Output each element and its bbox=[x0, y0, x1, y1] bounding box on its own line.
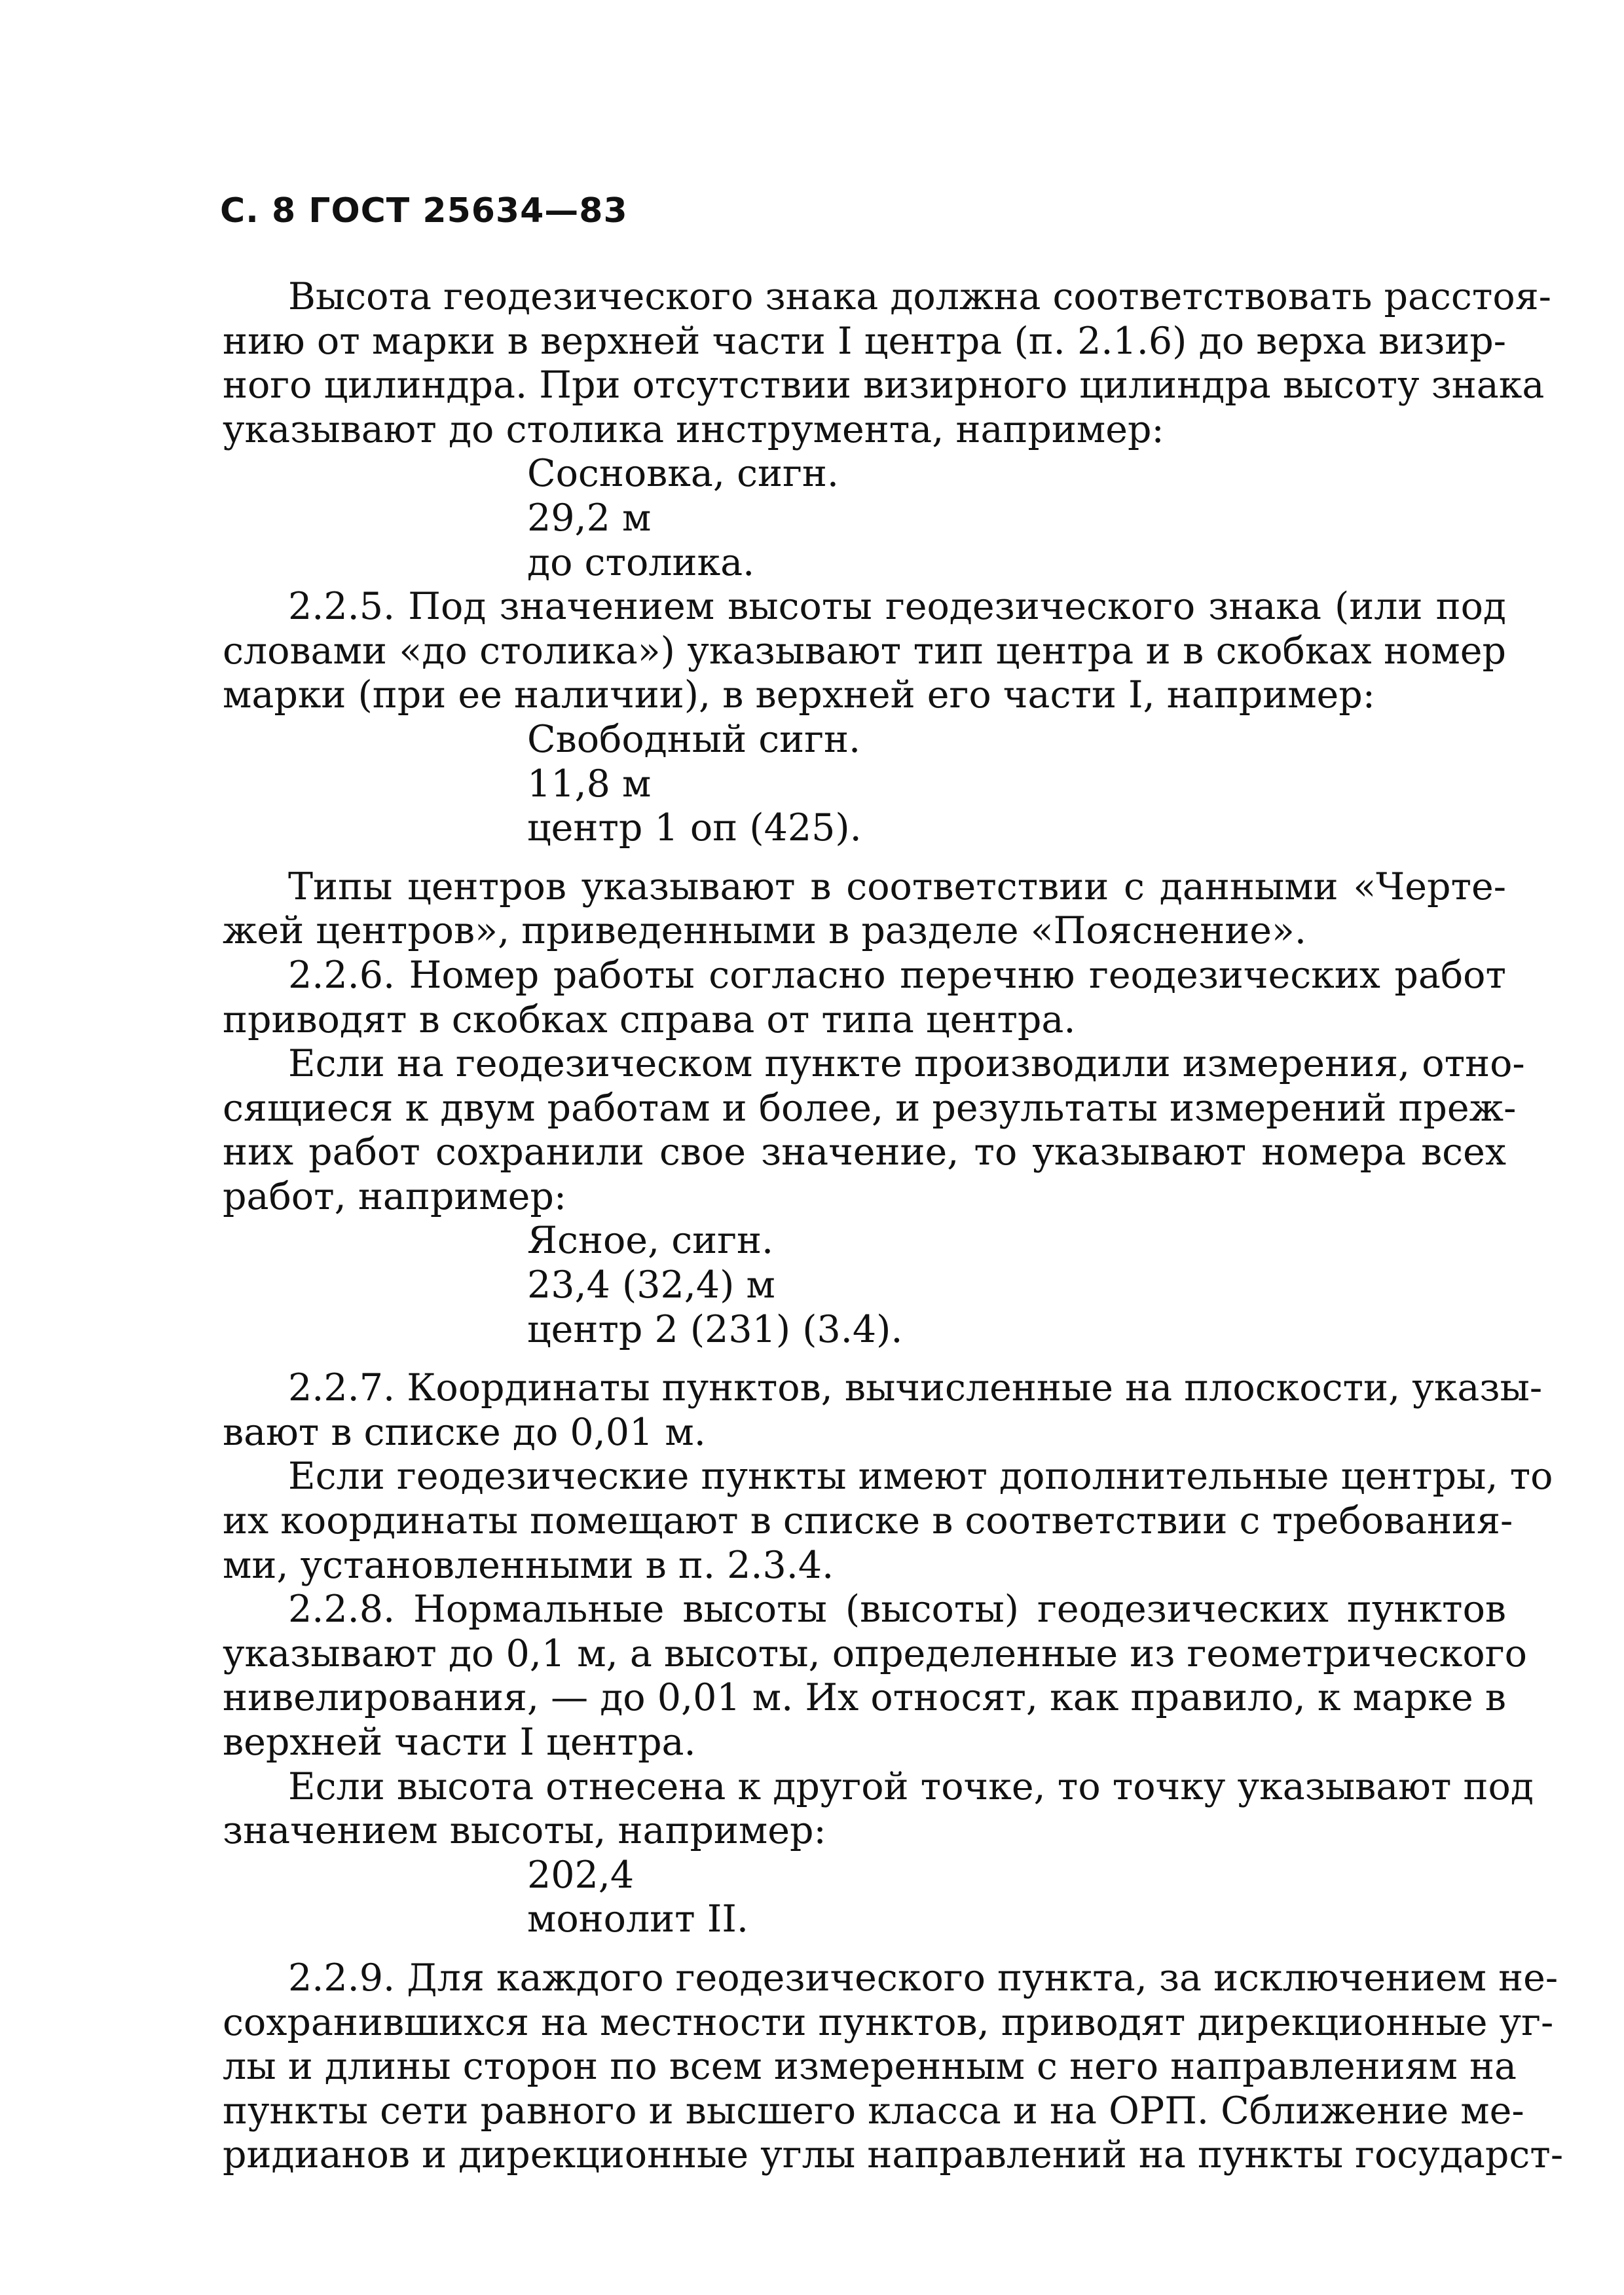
text-line: лы и длины сторон по всем измеренным с него направлениям на bbox=[223, 2045, 1517, 2089]
example-line: Ясное, сигн. bbox=[527, 1219, 774, 1263]
document-body bbox=[223, 275, 1564, 2178]
text-line: жей центров», приведенными в разделе «Пояснение». bbox=[223, 909, 1306, 953]
example-block-1 bbox=[223, 452, 1506, 585]
text-line: 2.2.8. Нормальные высоты (высоты) геодезических пунктов bbox=[288, 1588, 1506, 1632]
text-line: приводят в скобках справа от типа центра. bbox=[223, 998, 1076, 1041]
text-line: сохранившихся на местности пунктов, приводят дирекционные уг- bbox=[223, 2000, 1554, 2044]
paragraph-center-types bbox=[223, 865, 1506, 954]
paragraph-additional-centers bbox=[223, 1455, 1553, 1588]
text-line: 2.2.6. Номер работы согласно перечню геодезических работ bbox=[288, 953, 1506, 997]
example-line: 23,4 (32,4) м bbox=[527, 1263, 775, 1307]
text-line: указывают до 0,1 м, а высоты, определенные из геометрического bbox=[223, 1632, 1527, 1675]
text-line: указывают до столика инструмента, например: bbox=[223, 407, 1164, 451]
text-line: них работ сохранили свое значение, то указывают номера всех bbox=[223, 1130, 1506, 1174]
example-line: центр 2 (231) (3.4). bbox=[527, 1307, 903, 1351]
text-line: нию от марки в верхней части I центра (п. 2.1.6) до верха визир- bbox=[223, 319, 1506, 363]
text-line: значением высоты, например: bbox=[223, 1809, 826, 1853]
example-line: монолит II. bbox=[527, 1897, 748, 1941]
text-line: 2.2.5. Под значением высоты геодезического знака (или под bbox=[288, 585, 1506, 629]
example-line: 29,2 м bbox=[527, 496, 652, 540]
text-line: Если на геодезическом пункте производили измерения, отно- bbox=[288, 1042, 1525, 1086]
example-line: 202,4 bbox=[527, 1853, 635, 1897]
example-line: центр 1 оп (425). bbox=[527, 806, 862, 850]
paragraph-sign-height bbox=[223, 275, 1551, 452]
paragraph-2-2-8 bbox=[223, 1588, 1527, 1764]
text-line: ми, установленными в п. 2.3.4. bbox=[223, 1543, 834, 1587]
text-line: ридианов и дирекционные углы направлений на пункты государст- bbox=[223, 2133, 1564, 2177]
example-block-4 bbox=[223, 1854, 1506, 1942]
example-line: Свободный сигн. bbox=[527, 717, 861, 761]
text-line: Если геодезические пункты имеют дополнительные центры, то bbox=[288, 1455, 1553, 1499]
paragraph-2-2-9 bbox=[223, 1956, 1564, 2178]
paragraph-other-point bbox=[223, 1764, 1534, 1854]
example-block-2 bbox=[223, 718, 1506, 851]
text-line: словами «до столика») указывают тип центра и в скобках номер bbox=[223, 629, 1506, 673]
paragraph-2-2-6 bbox=[223, 954, 1506, 1042]
text-line: марки (при ее наличии), в верхней его части I, например: bbox=[223, 673, 1375, 717]
text-line: сящиеся к двум работам и более, и результаты измерений преж- bbox=[223, 1086, 1517, 1130]
text-line: работ, например: bbox=[223, 1174, 567, 1218]
text-line: нивелирования, — до 0,01 м. Их относят, как правило, к марке в bbox=[223, 1676, 1506, 1720]
paragraph-multiple-works bbox=[223, 1042, 1525, 1219]
text-line: 2.2.7. Координаты пунктов, вычисленные на плоскости, указы- bbox=[288, 1366, 1543, 1410]
paragraph-2-2-7 bbox=[223, 1366, 1543, 1455]
text-line: их координаты помещают в списке в соответствии с требования- bbox=[223, 1499, 1513, 1543]
text-line: Типы центров указывают в соответствии с данными «Черте- bbox=[288, 865, 1506, 908]
example-line: до столика. bbox=[527, 540, 755, 584]
text-line: верхней части I центра. bbox=[223, 1721, 696, 1764]
text-line: Высота геодезического знака должна соответствовать расстоя- bbox=[288, 275, 1551, 318]
example-block-3 bbox=[223, 1219, 1506, 1352]
paragraph-2-2-5 bbox=[223, 585, 1506, 718]
text-line: ного цилиндра. При отсутствии визирного цилиндра высоту знака bbox=[223, 364, 1545, 407]
running-header: С. 8 ГОСТ 25634—83 bbox=[220, 191, 628, 231]
text-line: пункты сети равного и высшего класса и на ОРП. Сближение ме- bbox=[223, 2089, 1524, 2133]
text-line: вают в списке до 0,01 м. bbox=[223, 1410, 706, 1454]
text-line: Если высота отнесена к другой точке, то точку указывают под bbox=[288, 1764, 1534, 1808]
example-line: 11,8 м bbox=[527, 762, 652, 806]
example-line: Сосновка, сигн. bbox=[527, 452, 839, 496]
text-line: 2.2.9. Для каждого геодезического пункта, за исключением не- bbox=[288, 1956, 1559, 2000]
